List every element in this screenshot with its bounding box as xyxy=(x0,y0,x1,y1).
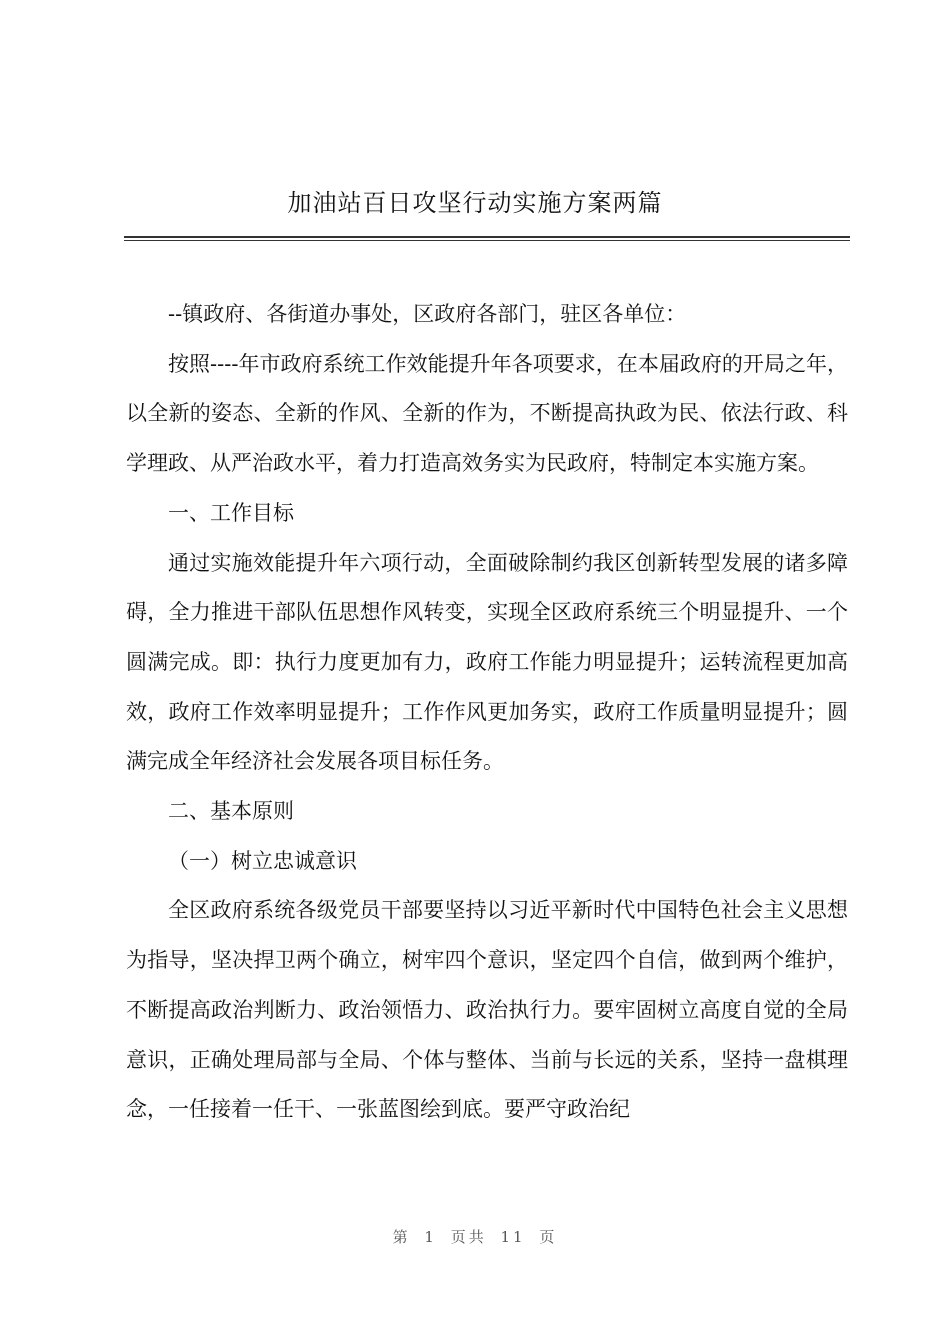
section-heading-goals: 一、工作目标 xyxy=(168,500,294,525)
subsection-heading-loyalty: （一）树立忠诚意识 xyxy=(168,848,357,873)
page-number-footer: 第 1 页共 11 页 xyxy=(392,1228,558,1246)
paragraph-intro: 按照----年市政府系统工作效能提升年各项要求，在本届政府的开局之年，以全新的姿态、全新的作风、全新的作为，不断提高执政为民、依法行政、科学理政、从严治政水平，着力打造高效务实为民政府，特制定本实施方案。 xyxy=(126,351,848,476)
document-body xyxy=(126,290,848,1135)
paragraph-goals: 通过实施效能提升年六项行动，全面破除制约我区创新转型发展的诸多障碍，全力推进干部队伍思想作风转变，实现全区政府系统三个明显提升、一个圆满完成。即：执行力度更加有力，政府工作能力明显提升；运转流程更加高效，政府工作效率明显提升；工作作风更加务实，政府工作质量明显提升；圆满完成全年经济社会发展各项目标任务。 xyxy=(126,550,848,774)
document-title: 加油站百日攻坚行动实施方案两篇 xyxy=(287,189,663,217)
paragraph-loyalty: 全区政府系统各级党员干部要坚持以习近平新时代中国特色社会主义思想为指导，坚决捍卫两个确立，树牢四个意识，坚定四个自信，做到两个维护，不断提高政治判断力、政治领悟力、政治执行力。要牢固树立高度自觉的全局意识，正确处理局部与全局、个体与整体、当前与长远的关系，坚持一盘棋理念，一任接着一任干、一张蓝图绘到底。要严守政治纪 xyxy=(126,898,848,1122)
section-heading-principles: 二、基本原则 xyxy=(168,799,294,824)
paragraph-addressee: --镇政府、各街道办事处，区政府各部门，驻区各单位： xyxy=(168,302,687,326)
title-divider xyxy=(124,236,850,241)
